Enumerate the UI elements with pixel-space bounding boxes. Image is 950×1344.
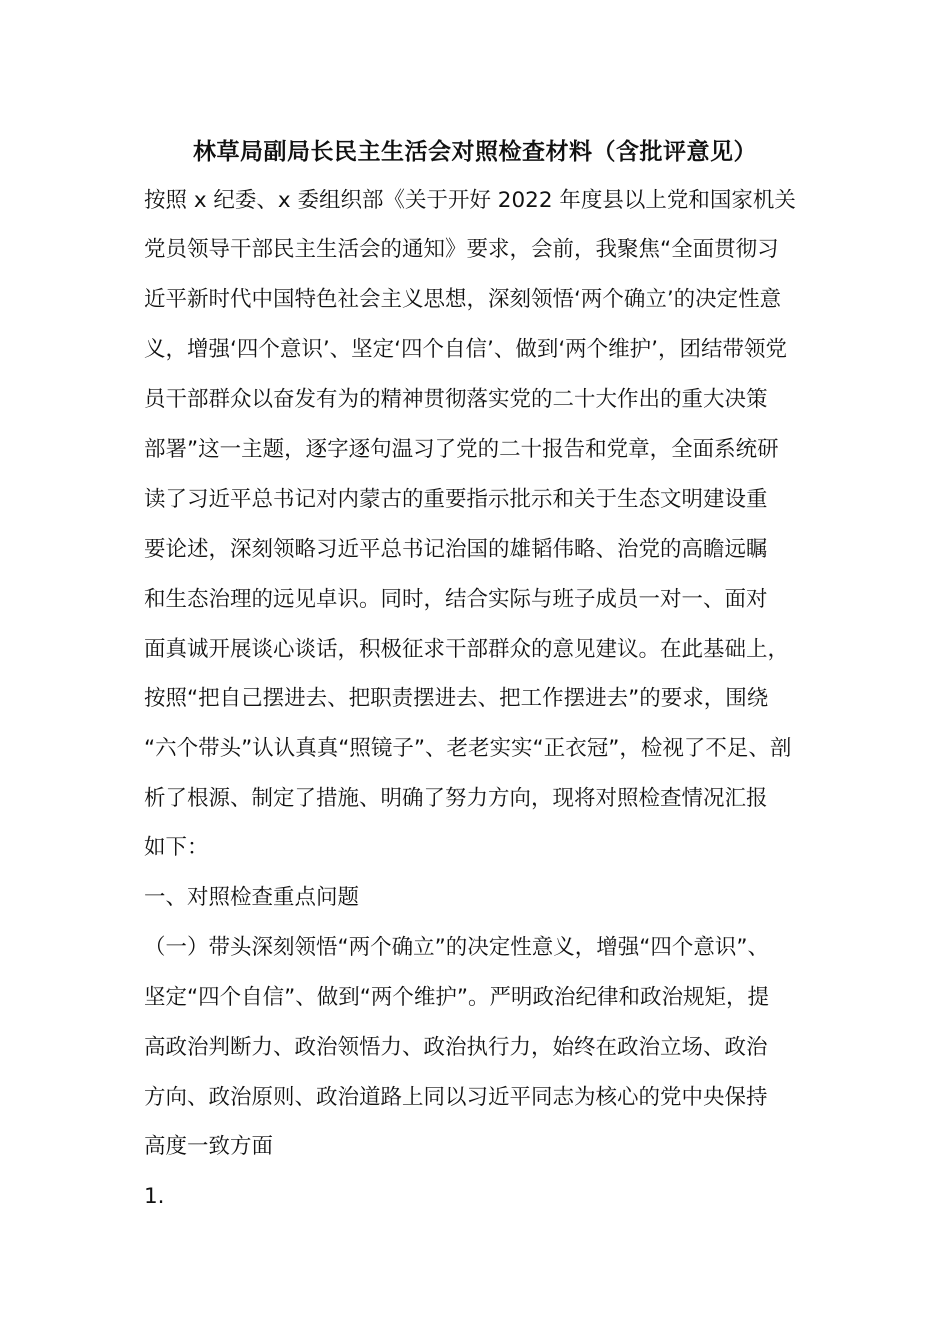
- body-line-4: 义，增强‘四个意识’、坚定‘四个自信’、做到‘两个维护’，团结带领党: [144, 337, 788, 362]
- body-line-19: 方向、政治原则、政治道路上同以习近平同志为核心的党中央保持: [144, 1085, 768, 1110]
- body-line-16: （一）带头深刻领悟“两个确立”的决定性意义，增强“四个意识”、: [144, 935, 770, 960]
- body-line-5: 员干部群众以奋发有为的精神贯彻落实党的二十大作出的重大决策: [144, 387, 768, 412]
- body-line-3: 近平新时代中国特色社会主义思想，深刻领悟‘两个确立’的决定性意: [144, 287, 782, 312]
- body-line-7: 读了习近平总书记对内蒙古的重要指示批示和关于生态文明建设重: [144, 487, 768, 512]
- body-line-8: 要论述，深刻领略习近平总书记治国的雄韬伟略、治党的高瞻远瞩: [144, 537, 768, 562]
- body-line-14: 如下：: [144, 835, 209, 860]
- body-line-1: 按照 x 纪委、x 委组织部《关于开好 2022 年度县以上党和国家机关: [144, 188, 796, 213]
- body-line-20: 高度一致方面: [144, 1134, 274, 1159]
- document-title: 林草局副局长民主生活会对照检查材料（含批评意见）: [193, 139, 757, 165]
- body-line-9: 和生态治理的远见卓识。同时，结合实际与班子成员一对一、面对: [144, 587, 768, 612]
- body-line-2: 党员领导干部民主生活会的通知》要求，会前，我聚焦“全面贯彻习: [144, 237, 779, 262]
- body-line-17: 坚定“四个自信”、做到“两个维护”。严明政治纪律和政治规矩，提: [144, 985, 770, 1010]
- body-line-12: “六个带头”认认真真“照镜子”、老老实实“正衣冠”，检视了不足、剖: [144, 736, 792, 761]
- body-line-18: 高政治判断力、政治领悟力、政治执行力，始终在政治立场、政治: [144, 1035, 768, 1060]
- list-number: 1.: [144, 1184, 165, 1209]
- body-line-11: 按照“把自己摆进去、把职责摆进去、把工作摆进去”的要求，围绕: [144, 686, 769, 711]
- body-line-6: 部署”这一主题，逐字逐句温习了党的二十报告和党章，全面系统研: [144, 437, 779, 462]
- body-line-13: 析了根源、制定了措施、明确了努力方向，现将对照检查情况汇报: [144, 786, 768, 811]
- section-heading: 一、对照检查重点问题: [144, 885, 360, 910]
- body-line-10: 面真诚开展谈心谈话，积极征求干部群众的意见建议。在此基础上，: [144, 637, 790, 662]
